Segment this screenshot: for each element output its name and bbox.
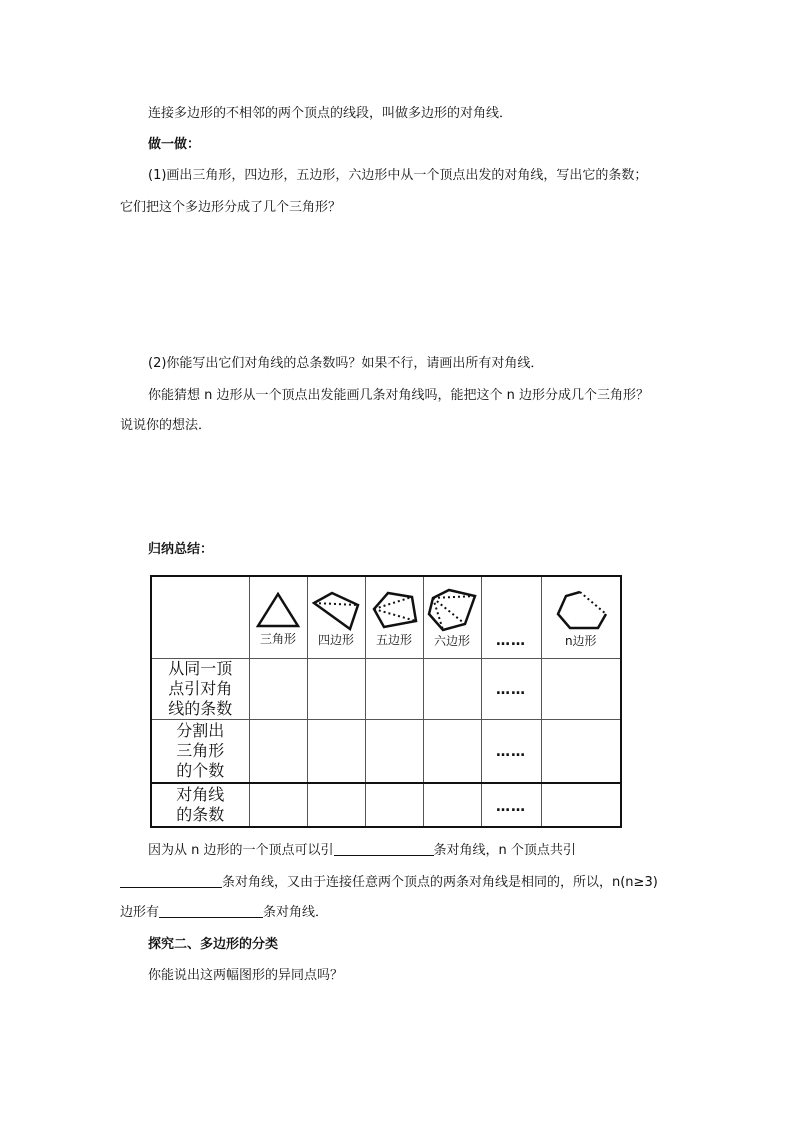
table-col-quadrilateral xyxy=(307,576,365,658)
question-1-line-1: (1)画出三角形，四边形，五边形，六边形中从一个顶点出发的对角线，写出它的条数； xyxy=(148,168,648,183)
table-header-row xyxy=(151,576,621,658)
definition-text: 连接多边形的不相邻的两个顶点的线段，叫做多边形的对角线． xyxy=(148,106,513,121)
table-col-ellipsis xyxy=(481,576,541,658)
table-row xyxy=(151,783,621,827)
answer-cell[interactable] xyxy=(423,719,481,783)
blank-total-diagonals[interactable] xyxy=(159,903,263,918)
fill-line-3: 边形有 条对角线． xyxy=(120,905,329,920)
answer-cell[interactable] xyxy=(249,658,307,719)
answer-cell[interactable] xyxy=(365,658,423,719)
guess-line-1: 你能猜想 n 边形从一个顶点出发能画几条对角线吗，能把这个 n 边形分成几个三角形？ xyxy=(148,388,650,403)
table-row xyxy=(151,719,621,783)
answer-cell[interactable] xyxy=(423,783,481,827)
answer-cell[interactable] xyxy=(365,783,423,827)
column-label: n边形 xyxy=(564,634,597,649)
table-corner-cell xyxy=(151,576,249,658)
column-label: 三角形 xyxy=(259,632,296,647)
table-row xyxy=(151,658,621,719)
section-2-heading: 探究二、多边形的分类 xyxy=(148,937,279,952)
pentagon-figure xyxy=(368,587,420,633)
row-head-diagonals-from-vertex: 从同一顶 点引对角 线的条数 xyxy=(151,658,249,719)
table-col-pentagon xyxy=(365,576,423,658)
hexagon-figure xyxy=(425,586,479,634)
triangle-figure xyxy=(253,588,303,632)
answer-cell[interactable] xyxy=(249,719,307,783)
summary-heading: 归纳总结： xyxy=(148,542,214,557)
blank-total-from-all-vertices[interactable] xyxy=(120,873,222,888)
fill-line-2: 条对角线，又由于连接任意两个顶点的两条对角线是相同的，所以，n(n≥3) xyxy=(120,873,658,893)
answer-cell[interactable] xyxy=(541,783,621,827)
row-head-total-diagonals: 对角线 的条数 xyxy=(151,783,249,827)
quadrilateral-figure xyxy=(310,587,362,633)
table-col-n-gon xyxy=(541,576,621,658)
do-heading: 做一做： xyxy=(148,137,201,152)
row-head-triangles-count: 分割出 三角形 的个数 xyxy=(151,719,249,783)
question-1-line-2: 它们把这个多边形分成了几个三角形？ xyxy=(120,200,342,215)
answer-cell[interactable] xyxy=(541,719,621,783)
ellipsis: …… xyxy=(496,632,526,649)
answer-cell[interactable] xyxy=(365,719,423,783)
fill-line-1: 因为从 n 边形的一个顶点可以引 条对角线，n 个顶点共引 xyxy=(148,843,576,858)
answer-cell[interactable] xyxy=(307,783,365,827)
answer-cell[interactable] xyxy=(249,783,307,827)
column-label: 六边形 xyxy=(433,634,470,649)
blank-diagonals-per-vertex[interactable] xyxy=(334,841,434,856)
section-2-question: 你能说出这两幅图形的异同点吗？ xyxy=(148,968,344,983)
question-2: (2)你能写出它们对角线的总条数吗？如果不行，请画出所有对角线． xyxy=(148,356,544,371)
column-label: 四边形 xyxy=(317,633,354,648)
guess-line-2: 说说你的想法． xyxy=(120,418,212,433)
column-label: 五边形 xyxy=(375,633,412,648)
answer-cell[interactable] xyxy=(307,719,365,783)
answer-cell[interactable] xyxy=(423,658,481,719)
ellipsis-cell: …… xyxy=(481,783,541,827)
ellipsis-cell: …… xyxy=(481,719,541,783)
table-col-triangle xyxy=(249,576,307,658)
ellipsis-cell: …… xyxy=(481,658,541,719)
answer-cell[interactable] xyxy=(541,658,621,719)
answer-cell[interactable] xyxy=(307,658,365,719)
summary-table xyxy=(150,575,622,828)
table-col-hexagon xyxy=(423,576,481,658)
n-gon-figure xyxy=(550,586,612,634)
